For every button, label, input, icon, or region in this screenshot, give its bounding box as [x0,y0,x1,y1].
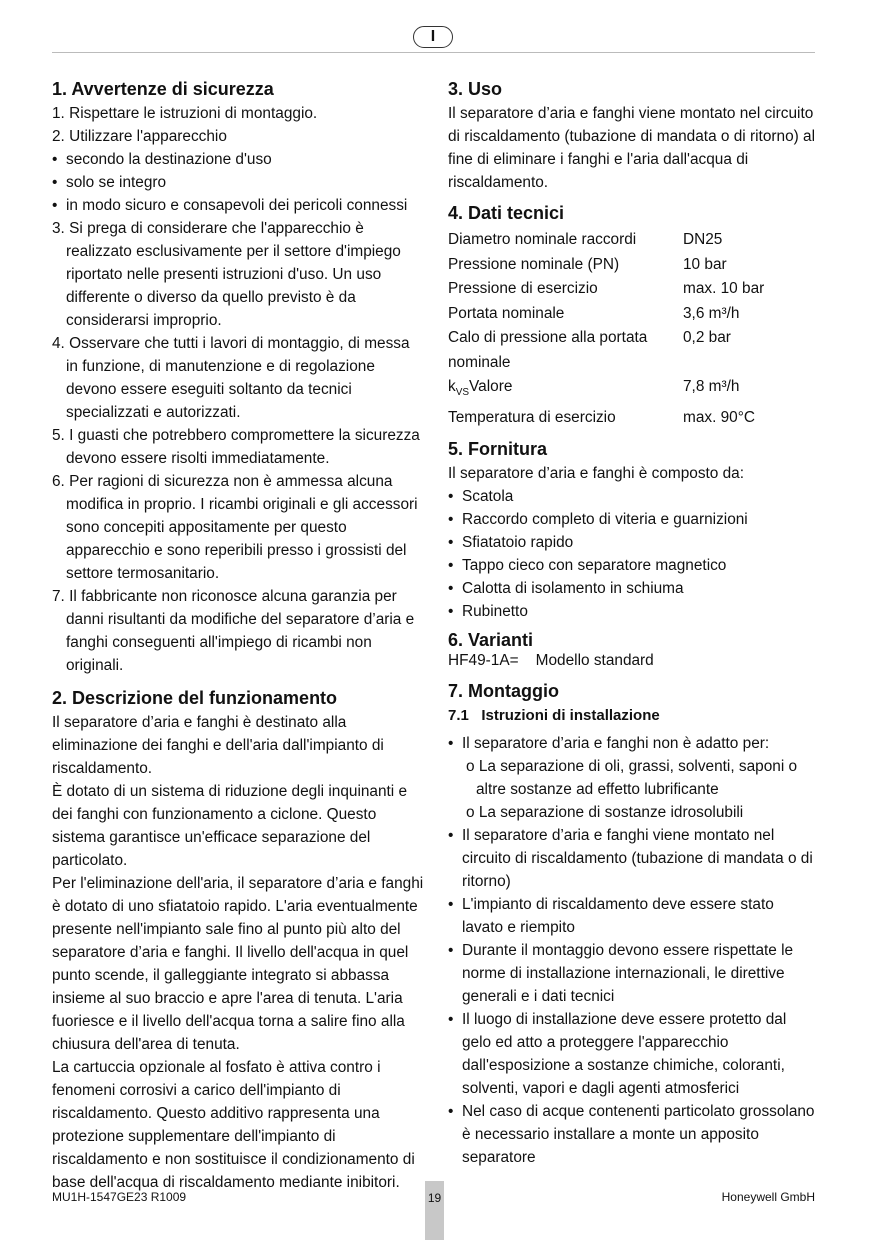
section-title: 4. Dati tecnici [448,203,565,223]
section-title: 7. Montaggio [448,681,559,702]
paragraph: Per l'eliminazione dell'aria, il separatore d’aria e fanghi è dotato di uno sfiatatoio rapido. L'aria eventualmente presente nell'impianto sale fino al punto più alto del separatore d’aria e fanghi. Il livello dell'acqua in quel punto scende, il galleggiante integrato si abbassa insieme al suo braccio e apre l'area di tenuta. L'aria fuoriesce e il livello dell'acqua torna a salire fino alla chiusura dell'area di tenuta. [52,875,424,1053]
spec-value: max. 10 bar [683,280,765,297]
list-item: • Durante il montaggio devono essere rispettate le norme di installazione internazionali, le direttive generali e i dati tecnici [448,939,818,1008]
spec-label: Pressione di esercizio [448,280,598,297]
spec-label: Pressione nominale (PN) [448,255,620,273]
list-item: 1. Rispettare le istruzioni di montaggio. [52,105,318,122]
spec-label: Portata nominale [448,304,565,322]
list-item: • Rubinetto [448,600,818,623]
page-number: 19 [425,1181,444,1240]
section-safety [52,76,424,677]
list-item: 6. Per ragioni di sicurezza non è ammessa alcuna modifica in proprio. I ricambi originali e gli accessori sono concepiti appositamente per questo apparecchio e sono reperibili presso i grossisti del settore termosanitario. [52,473,418,582]
list-item: • solo se integro [52,171,424,194]
list-item: • Scatola [448,485,818,508]
section-title: 6. Varianti [448,630,534,651]
footer-doc-code: MU1H-1547GE23 R1009 [52,1190,187,1204]
list-item: • L'impianto di riscaldamento deve essere stato lavato e riempito [448,893,818,939]
paragraph: Il separatore d’aria e fanghi è composto da: [448,465,745,483]
sub-list-item: o La separazione di oli, grassi, solventi, saponi o altre sostanze ad effetto lubrificante [466,758,798,799]
section-use [448,76,818,194]
spec-value: 0,2 bar [683,329,731,346]
list-item: • Il separatore d’aria e fanghi viene montato nel circuito di riscaldamento (tubazione di mandata o di ritorno) [448,824,818,893]
section-variants [448,627,818,672]
spec-value: 10 bar [683,255,727,273]
paragraph: Il separatore d’aria e fanghi viene montato nel circuito di riscaldamento (tubazione di mandata o di ritorno) al fine di eliminare i fanghi e l'aria dall'acqua di riscaldamento. [448,105,816,191]
right-column [448,76,818,1169]
top-rule [52,52,815,53]
spec-value: max. 90°C [683,408,756,426]
list-item: • Tappo cieco con separatore magnetico [448,554,818,577]
table-row [448,228,818,253]
spec-label [448,375,683,406]
section-function [52,685,424,1194]
list-item: 2. Utilizzare l'apparecchio [52,128,227,145]
table-row [448,326,818,375]
spec-label-subscript: VS [455,387,470,399]
section-title: 5. Fornitura [448,439,548,460]
list-item: • Calotta di isolamento in schiuma [448,577,818,600]
section-supply [448,436,818,623]
spec-label-k: k [448,378,456,395]
spec-label: Temperatura di esercizio [448,408,616,426]
list-item: • secondo la destinazione d'uso [52,148,424,171]
list-item: • Il luogo di installazione deve essere protetto dal gelo ed atto a proteggere l'apparecchio dall'esposizione a sostanze chimiche, coloranti, solventi, vapori e dagli agenti atmosferici [448,1008,818,1100]
list-item: • Nel caso di acque contenenti particolato grossolano è necessario installare a monte un apposito separatore [448,1100,818,1169]
table-row [448,406,818,431]
left-column [52,76,424,1194]
tech-data-table [448,228,818,430]
table-row [448,277,818,302]
spec-value: DN25 [683,231,723,248]
sub-list-item: o La separazione di sostanze idrosolubili [466,804,744,822]
list-item: 5. I guasti che potrebbero compromettere la sicurezza devono essere risolti immediatamente. [52,427,420,467]
table-row [448,302,818,327]
language-tab: I [413,26,453,48]
footer-company: Honeywell GmbH [721,1190,815,1204]
list-item: 7. Il fabbricante non riconosce alcuna garanzia per danni risultanti da modifiche del separatore d’aria e fanghi conseguenti all'impiego di ricambi non originali. [52,588,415,674]
spec-value: 7,8 m³/h [683,378,740,395]
table-row [448,375,818,406]
subsection-title: 7.1 Istruzioni di installazione [448,707,660,725]
paragraph: HF49-1A= Modello standard [448,652,654,670]
section-mounting [448,678,818,1169]
list-item: • in modo sicuro e consapevoli dei pericoli connessi [52,194,424,217]
list-item: 4. Osservare che tutti i lavori di montaggio, di messa in funzione, di manutenzione e di regolazione devono essere eseguiti soltanto da tecnici specializzati e autorizzati. [52,335,410,421]
list-item: • Raccordo completo di viteria e guarnizioni [448,508,818,531]
section-tech-data [448,200,818,430]
list-item: • Sfiatatoio rapido [448,531,818,554]
paragraph: È dotato di un sistema di riduzione degli inquinanti e dei fanghi con funzionamento a ciclone. Questo sistema garantisce un'efficace separazione del particolato. [52,783,408,869]
section-title: 2. Descrizione del funzionamento [52,688,338,708]
paragraph: Il separatore d’aria e fanghi è destinato alla eliminazione dei fanghi e dell'aria dall'impianto di riscaldamento. [52,714,384,777]
spec-label-rest: Valore [469,378,513,395]
section-title: 3. Uso [448,79,503,99]
list-item: 3. Si prega di considerare che l'apparecchio è realizzato esclusivamente per il settore d'impiego riportato nelle presenti istruzioni d'uso. Un uso differente o diverso da quello previsto è da considerarsi improprio. [52,220,401,329]
spec-label: Calo di pressione alla portata nominale [448,329,648,371]
spec-value: 3,6 m³/h [683,304,740,322]
list-item: • Il separatore d’aria e fanghi non è adatto per: [448,732,818,755]
spec-label: Diametro nominale raccordi [448,231,637,248]
paragraph: La cartuccia opzionale al fosfato è attiva contro i fenomeni corrosivi a carico dell'impianto di riscaldamento. Questo additivo rappresenta una protezione supplementare dell'impianto di riscaldamento e non sostituisce il condizionamento di base dell'acqua di riscaldamento mediante inibitori. [52,1059,415,1191]
section-title: 1. Avvertenze di sicurezza [52,79,274,99]
table-row [448,253,818,278]
